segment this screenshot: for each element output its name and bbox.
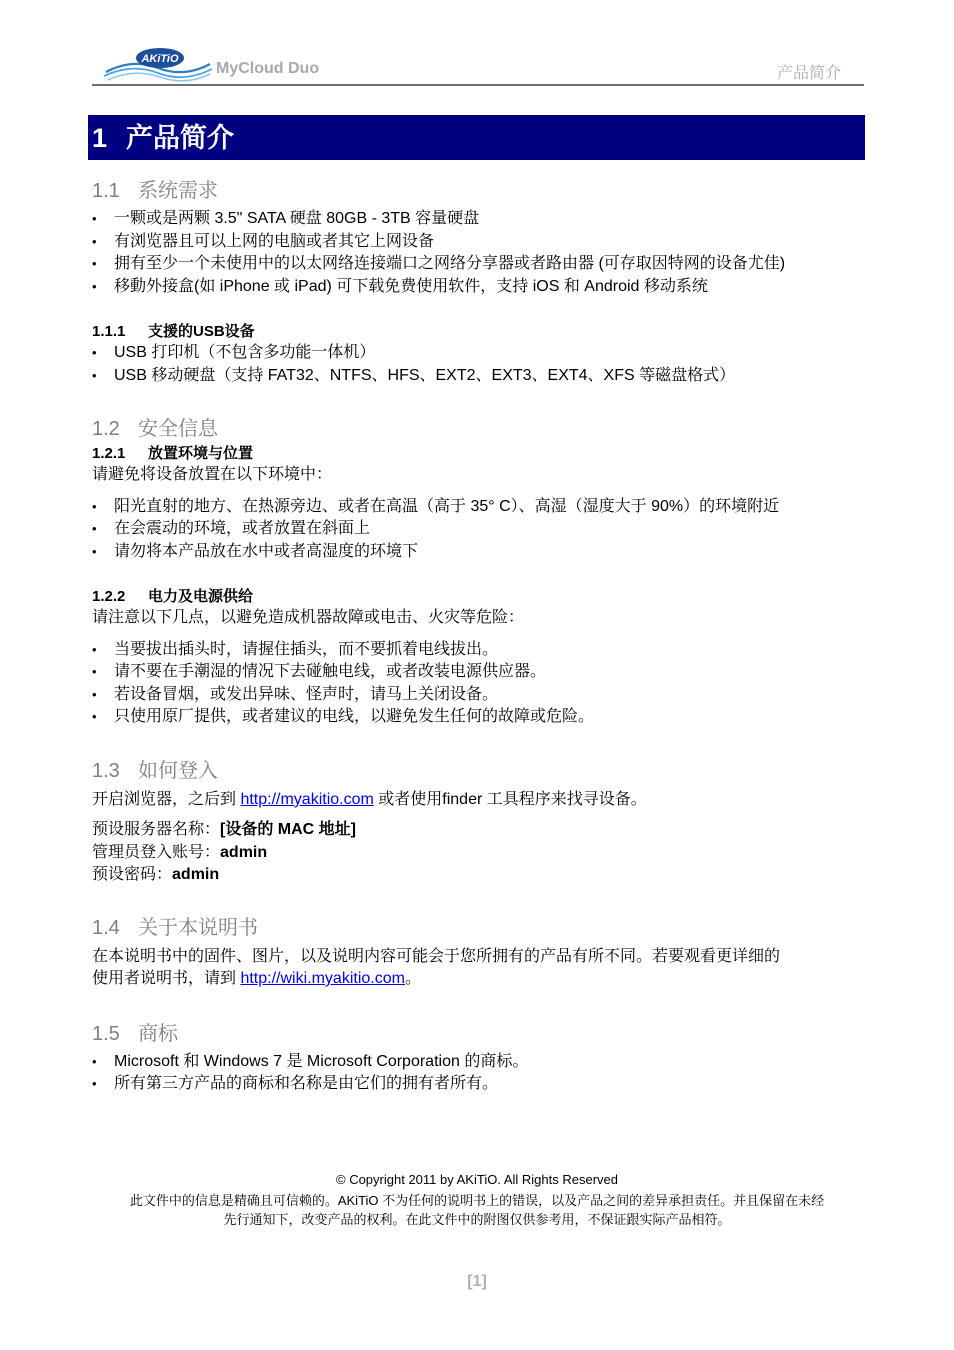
list-item: • 当要拔出插头时，请握住插头，而不要抓着电线拔出。 — [92, 639, 864, 662]
header-product-name: MyCloud Duo — [216, 60, 320, 77]
list-item: • USB 打印机（不包含多功能一体机） — [92, 342, 864, 365]
section-heading-1-1: 1.1 系统需求 — [92, 180, 218, 202]
myakitio-link[interactable]: http://myakitio.com — [240, 790, 374, 808]
chapter-title: 产品简介 — [126, 123, 234, 153]
list-item: • 请不要在手潮湿的情况下去碰触电线，或者改装电源供应器。 — [92, 661, 864, 684]
list-item: • 移動外接盒(如 iPhone 或 iPad) 可下载免费使用软件，支持 iOS 和 Android 移动系统 — [92, 276, 864, 299]
list-item: • 只使用原厂提供，或者建议的电线，以避免发生任何的故障或危险。 — [92, 706, 864, 729]
subsection-heading-1-2-1: 1.2.1 放置环境与位置 — [92, 445, 254, 462]
chapter-banner — [88, 115, 865, 160]
subsection-heading-1-2-2: 1.2.2 电力及电源供给 — [92, 588, 254, 605]
page-number: [1] — [467, 1273, 487, 1290]
section-heading-1-2: 1.2 安全信息 — [92, 418, 218, 440]
list-item: • 所有第三方产品的商标和名称是由它们的拥有者所有。 — [92, 1073, 864, 1096]
placement-intro: 请避免将设备放置在以下环境中： — [92, 466, 333, 483]
subsection-heading-1-1-1: 1.1.1 支援的USB设备 — [92, 323, 255, 340]
trademark-list — [92, 1051, 864, 1096]
list-item: • Microsoft 和 Windows 7 是 Microsoft Corporation 的商标。 — [92, 1051, 864, 1074]
list-item: • USB 移动硬盘（支持 FAT32、NTFS、HFS、EXT2、EXT3、EXT4、XFS 等磁盘格式） — [92, 365, 864, 388]
footer-disclaimer: 此文件中的信息是精确且可信赖的。AKiTiO 不为任何的说明书上的错误，以及产品之间的差异承担责任。并且保留在未经 先行通知下，改变产品的权利。在此文件中的附图仅供参考用，不保证跟实际产品相符。 — [129, 1193, 825, 1227]
default-password: 预设密码：admin — [92, 866, 220, 883]
chapter-number: 1 — [92, 123, 108, 153]
admin-account: 管理员登入账号：admin — [92, 843, 268, 861]
usb-devices-list — [92, 342, 864, 387]
power-list — [92, 639, 864, 729]
manual-note-line-2: 使用者说明书，请到 http://wiki.myakitio.com。 — [92, 970, 421, 987]
manual-note-line-1: 在本说明书中的固件、图片，以及说明内容可能会于您所拥有的产品有所不同。若要观看更详细的 — [92, 947, 781, 965]
list-item: • 拥有至少一个未使用中的以太网络连接端口之网络分享器或者路由器 (可存取因特网的设备尤佳) — [92, 253, 864, 276]
power-intro: 请注意以下几点，以避免造成机器故障或电击、火灾等危险： — [92, 609, 525, 626]
list-item: • 请勿将本产品放在水中或者高湿度的环境下 — [92, 541, 864, 564]
header-section-title: 产品简介 — [776, 65, 841, 82]
list-item: • 若设备冒烟，或发出异味、怪声时，请马上关闭设备。 — [92, 684, 864, 707]
system-requirements-list — [92, 208, 864, 298]
section-heading-1-4: 1.4 关于本说明书 — [92, 916, 258, 939]
section-heading-1-5: 1.5 商标 — [92, 1022, 178, 1045]
header-divider — [92, 84, 864, 86]
login-instructions: 开启浏览器，之后到 http://myakitio.com 或者使用finder 工具程序来找寻设备。 — [92, 790, 647, 808]
list-item: • 阳光直射的地方、在热源旁边、或者在高温（高于 35° C）、高湿（湿度大于 90%）的环境附近 — [92, 496, 864, 519]
list-item: • 在会震动的环境，或者放置在斜面上 — [92, 518, 864, 541]
default-server-name: 预设服务器名称：[设备的 MAC 地址] — [92, 821, 357, 838]
section-heading-1-3: 1.3 如何登入 — [92, 759, 218, 782]
list-item: • 有浏览器且可以上网的电脑或者其它上网设备 — [92, 231, 864, 254]
placement-list — [92, 496, 864, 564]
svg-text:AKiTiO: AKiTiO — [141, 53, 179, 65]
akitio-logo — [102, 44, 214, 82]
footer-copyright: © Copyright 2011 by AKiTiO. All Rights Reserved — [336, 1172, 618, 1187]
main-content — [92, 177, 864, 1096]
list-item: • 一颗或是两颗 3.5" SATA 硬盘 80GB - 3TB 容量硬盘 — [92, 208, 864, 231]
wiki-link[interactable]: http://wiki.myakitio.com — [240, 970, 405, 987]
